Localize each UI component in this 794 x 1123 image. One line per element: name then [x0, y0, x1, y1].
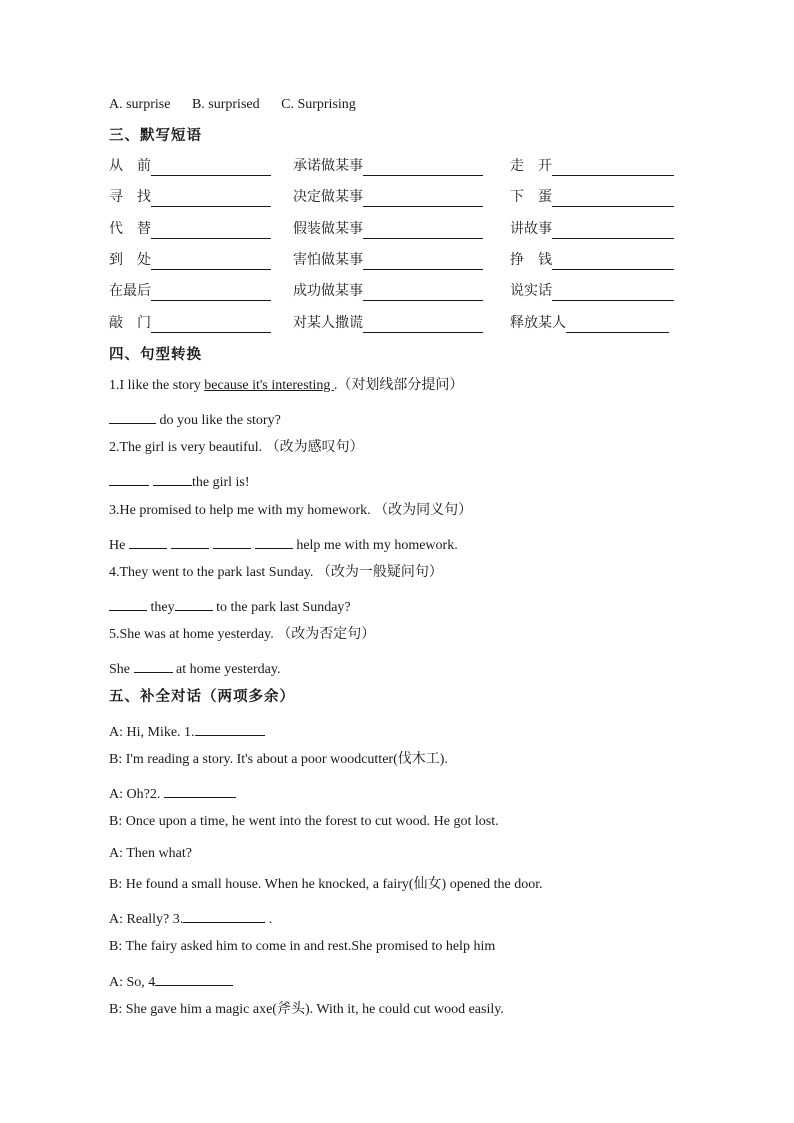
answer-blank[interactable] [151, 253, 271, 270]
a1-text: do you like the story? [156, 413, 281, 428]
phrase-item [109, 252, 271, 270]
answer-blank[interactable] [153, 470, 192, 486]
answer-blank[interactable] [255, 533, 293, 549]
phrase-item [293, 221, 483, 239]
answer-blank[interactable] [151, 222, 271, 239]
a4-middle: they [147, 600, 175, 615]
answer-blank[interactable] [151, 284, 271, 301]
phrase-label: 从 前 [109, 159, 151, 174]
dialogue-text: B: The fairy asked him to come in and rest.She promised to help him [109, 939, 496, 954]
answer-1 [109, 408, 281, 430]
option-a: A. surprise [109, 97, 171, 112]
answer-blank[interactable] [363, 284, 483, 301]
question-1 [109, 377, 463, 395]
phrase-row [109, 221, 677, 239]
phrase-label: 释放某人 [510, 316, 566, 331]
answer-blank[interactable] [566, 316, 669, 333]
phrase-label: 承诺做某事 [293, 159, 363, 174]
answer-blank[interactable] [552, 253, 674, 270]
phrase-item [109, 221, 271, 239]
dialogue-text: B: He found a small house. When he knocked, a fairy(仙女) opened the door. [109, 877, 543, 892]
a2-text: the girl is! [192, 475, 250, 490]
phrase-label: 下 蛋 [510, 190, 552, 205]
dialogue-line [109, 907, 272, 929]
phrase-item [109, 283, 271, 301]
dialogue-line [109, 970, 233, 992]
a4-suffix: to the park last Sunday? [212, 600, 351, 615]
dialogue-text: B: Once upon a time, he went into the forest to cut wood. He got lost. [109, 814, 499, 829]
phrase-item [293, 252, 483, 270]
phrase-row [109, 315, 677, 333]
dialogue-text: A: Really? 3. [109, 912, 184, 927]
phrase-item [510, 315, 669, 333]
a3-suffix: help me with my homework. [292, 538, 458, 553]
phrase-label: 决定做某事 [293, 190, 363, 205]
phrase-label: 说实话 [510, 284, 552, 299]
answer-3 [109, 533, 458, 555]
answer-blank[interactable] [109, 408, 156, 424]
answer-blank[interactable] [552, 284, 674, 301]
question-4: 4.They went to the park last Sunday. （改为一般疑问句） [109, 565, 443, 580]
answer-blank[interactable] [552, 222, 674, 239]
dialogue-text: B: I'm reading a story. It's about a poor woodcutter(伐木工). [109, 752, 448, 767]
phrase-item [109, 189, 271, 207]
q1-underlined: because it's interesting [204, 378, 334, 393]
answer-blank[interactable] [109, 595, 147, 611]
answer-blank[interactable] [164, 782, 236, 798]
phrase-item [109, 315, 271, 333]
dialogue-line [109, 1001, 504, 1019]
phrase-row [109, 158, 677, 176]
dialogue-line [109, 720, 265, 742]
answer-blank[interactable] [363, 253, 483, 270]
phrase-item [293, 158, 483, 176]
phrase-item [109, 158, 271, 176]
answer-blank[interactable] [129, 533, 167, 549]
answer-blank[interactable] [213, 533, 251, 549]
phrase-item [510, 252, 674, 270]
phrase-label: 敲 门 [109, 316, 151, 331]
phrase-item [293, 315, 483, 333]
dialogue-text: A: Oh?2. [109, 787, 164, 802]
answer-blank[interactable] [151, 159, 271, 176]
phrase-item [510, 221, 674, 239]
phrase-item [510, 189, 674, 207]
phrase-label: 代 替 [109, 222, 151, 237]
dialogue-line [109, 813, 499, 831]
phrase-label: 假装做某事 [293, 222, 363, 237]
phrase-label: 对某人撒谎 [293, 316, 363, 331]
section3-title: 三、默写短语 [109, 128, 202, 144]
answer-blank[interactable] [363, 222, 483, 239]
q1-text: 1.I like the story [109, 378, 205, 393]
answer-blank[interactable] [363, 190, 483, 207]
answer-2 [109, 470, 250, 492]
answer-blank[interactable] [155, 970, 233, 986]
question-5: 5.She was at home yesterday. （改为否定句） [109, 627, 376, 642]
option-b: B. surprised [191, 97, 260, 112]
answer-blank[interactable] [363, 159, 483, 176]
phrase-item [510, 283, 674, 301]
answer-blank[interactable] [183, 907, 265, 923]
answer-blank[interactable] [363, 316, 483, 333]
phrase-label: 害怕做某事 [293, 253, 363, 268]
dialogue-line [109, 782, 236, 804]
phrase-label: 寻 找 [109, 190, 151, 205]
dialogue-text: A: Then what? [109, 846, 192, 861]
phrase-label: 成功做某事 [293, 284, 363, 299]
dialogue-text: B: She gave him a magic axe(斧头). With it, he could cut wood easily. [109, 1002, 504, 1017]
dialogue-suffix: . [265, 912, 273, 927]
answer-options [109, 96, 356, 114]
question-3: 3.He promised to help me with my homework. （改为同义句） [109, 503, 473, 518]
answer-blank[interactable] [175, 595, 213, 611]
answer-blank[interactable] [171, 533, 209, 549]
phrase-item [293, 189, 483, 207]
section5-title: 五、补全对话（两项多余） [109, 689, 295, 705]
dialogue-line [109, 938, 495, 956]
answer-blank[interactable] [109, 470, 149, 486]
answer-blank[interactable] [195, 720, 265, 736]
a5-suffix: at home yesterday. [172, 662, 281, 677]
phrase-item [293, 283, 483, 301]
dialogue-line [109, 876, 543, 894]
option-c: C. Surprising [281, 97, 356, 112]
phrase-label: 在最后 [109, 284, 151, 299]
section4-title: 四、句型转换 [109, 347, 202, 363]
answer-blank[interactable] [552, 190, 674, 207]
phrase-row [109, 283, 677, 301]
phrase-row [109, 252, 677, 270]
answer-blank[interactable] [151, 190, 271, 207]
question-2: 2.The girl is very beautiful. （改为感叹句） [109, 440, 364, 455]
answer-blank[interactable] [552, 159, 674, 176]
a3-prefix: He [109, 538, 129, 553]
phrase-label: 到 处 [109, 253, 151, 268]
dialogue-line [109, 751, 448, 769]
answer-blank[interactable] [134, 657, 173, 673]
phrase-label: 挣 钱 [510, 253, 552, 268]
dialogue-text: A: Hi, Mike. 1. [109, 725, 195, 740]
answer-5 [109, 657, 280, 679]
dialogue-text: A: So, 4 [109, 975, 156, 990]
phrase-label: 讲故事 [510, 222, 552, 237]
phrase-row [109, 189, 677, 207]
phrase-item [510, 158, 674, 176]
answer-blank[interactable] [151, 316, 271, 333]
a5-prefix: She [109, 662, 134, 677]
dialogue-line [109, 845, 192, 863]
answer-4 [109, 595, 351, 617]
q1-instruction: .（对划线部分提问） [333, 378, 464, 393]
phrase-label: 走 开 [510, 159, 552, 174]
